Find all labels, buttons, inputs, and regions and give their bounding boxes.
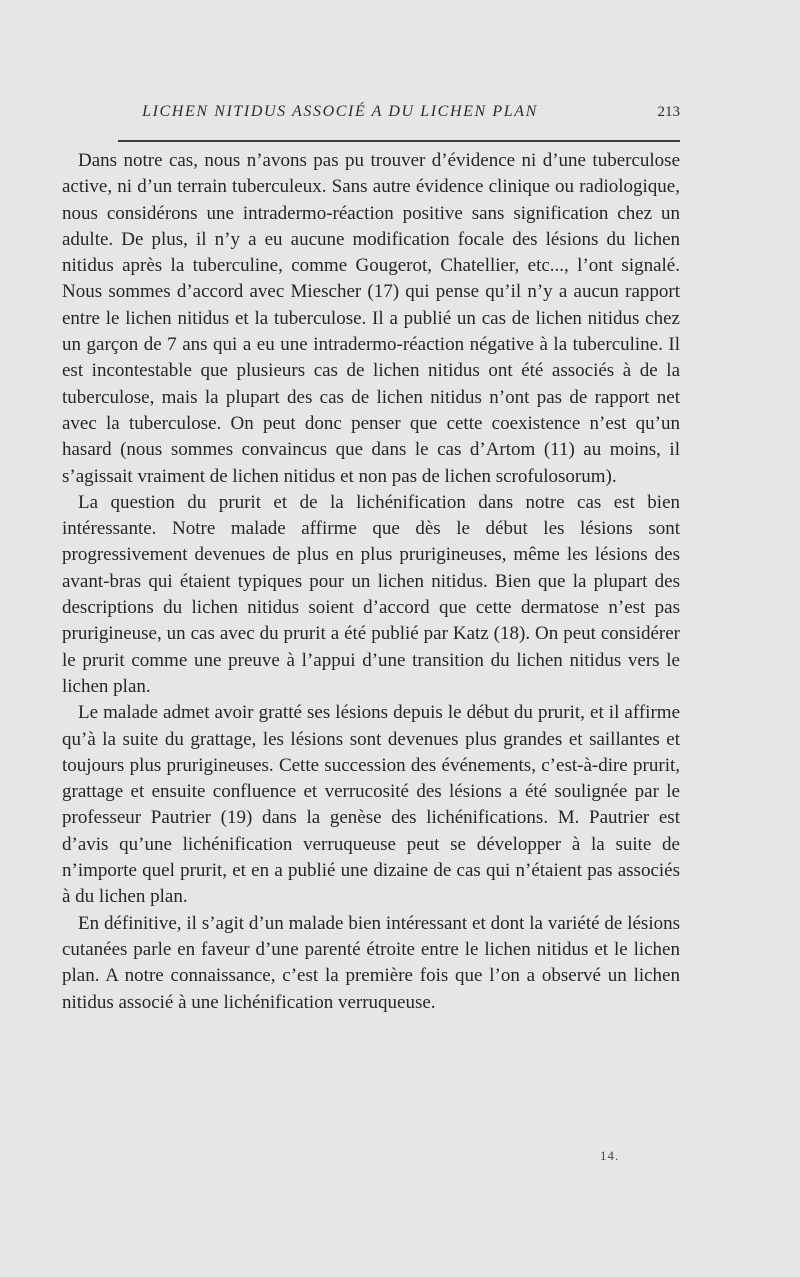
paragraph-1: Dans notre cas, nous n’avons pas pu trouver d’évidence ni d’une tuberculose active, ni d’un terrain tuberculeux. Sans autre évidence clinique ou radiologique, nous considérons une intradermo-réaction positive sans signification chez un adulte. De plus, il n’y a eu aucune modification focale des lésions du lichen nitidus après la tuberculine, comme Gougerot, Chatellier, etc..., l’ont signalé. Nous sommes d’accord avec Miescher (17) qui pense qu’il n’y a aucun rapport entre le lichen nitidus et la tuberculose. Il a publié un cas de lichen nitidus chez un garçon de 7 ans qui a eu une intradermo-réaction négative à la tuberculine. Il est incontestable que plusieurs cas de lichen nitidus ont été associés à de la tuberculose, mais la plupart des cas de lichen nitidus n’ont pas de rapport net avec la tuberculose. On peut donc penser que cette coexistence n’est qu’un hasard (nous sommes convaincus que dans le cas d’Artom (11) au moins, il s’agissait vraiment de lichen nitidus et non pas de lichen scrofulosorum). (62, 150, 680, 487)
paragraph-4: En définitive, il s’agit d’un malade bien intéressant et dont la variété de lésions cutanées parle en faveur d’une parenté étroite entre le lichen nitidus et le lichen plan. A notre connaissance, c’est la première fois que l’on a observé un lichen nitidus associé à une lichénification verruqueuse. (62, 912, 680, 1013)
body-text (62, 148, 680, 1016)
running-title: LICHEN NITIDUS ASSOCIÉ A DU LICHEN PLAN (142, 103, 538, 120)
signature-mark: 14. (600, 1148, 620, 1163)
header-rule (118, 140, 680, 142)
page-number: 213 (657, 104, 680, 120)
running-head (60, 103, 680, 121)
paragraph-2: La question du prurit et de la lichénification dans notre cas est bien intéressante. Notre malade affirme que dès le début les lésions sont progressivement devenues de plus en plus prurigineuses, même les lésions des avant-bras qui étaient typiques pour un lichen nitidus. Bien que la plupart des descriptions du lichen nitidus soient d’accord que cette dermatose n’est pas prurigineuse, un cas avec du prurit a été publié par Katz (18). On peut considérer le prurit comme une preuve à l’appui d’une transition du lichen nitidus vers le lichen plan. (62, 491, 680, 697)
paragraph-3: Le malade admet avoir gratté ses lésions depuis le début du prurit, et il affirme qu’à la suite du grattage, les lésions sont devenues plus grandes et saillantes et toujours plus prurigineuses. Cette succession des événements, c’est-à-dire prurit, grattage et ensuite confluence et verrucosité des lésions a été soulignée par le professeur Pautrier (19) dans la genèse des lichénifications. M. Pautrier est d’avis qu’une lichénification verruqueuse peut se développer à la suite de n’importe quel prurit, et en a publié une dizaine de cas qui n’étaient pas associés à du lichen plan. (62, 702, 680, 908)
